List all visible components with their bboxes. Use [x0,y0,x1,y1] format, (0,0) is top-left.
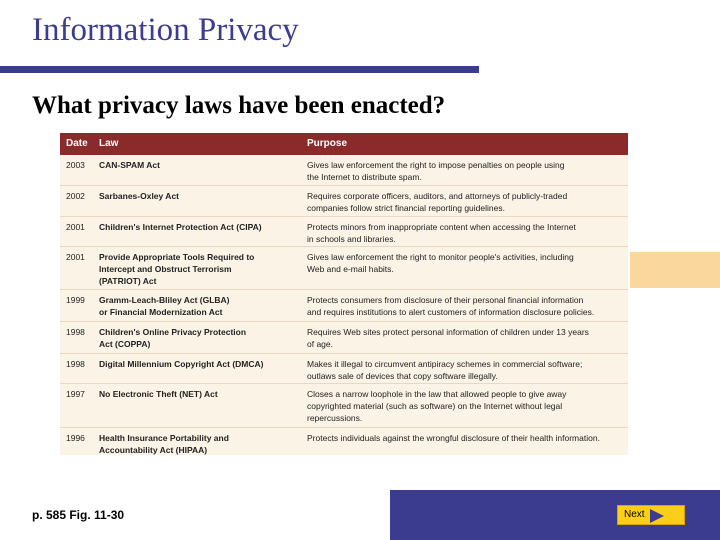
row-date: 2001 [66,222,85,232]
table-row [60,217,628,247]
row-date: 1996 [66,433,85,443]
row-date: 1997 [66,389,85,399]
row-purpose: Makes it illegal to circumvent antipiracy schemes in commercial software; outlaws sale of devices that copy software illegally. [307,359,583,381]
row-purpose: Closes a narrow loophole in the law that allowed people to give away copyrighted material (such as software) on the Internet without legal repercussions. [307,389,567,423]
privacy-laws-table [60,133,628,455]
row-law: Digital Millennium Copyright Act (DMCA) [99,359,264,369]
row-date: 1999 [66,295,85,305]
table-row [60,322,628,354]
table-row [60,428,628,455]
table-row [60,384,628,428]
row-date: 1998 [66,359,85,369]
row-date: 1998 [66,327,85,337]
row-purpose: Gives law enforcement the right to impose penalties on people using the Internet to distribute spam. [307,160,565,182]
row-date: 2002 [66,191,85,201]
arrow-right-icon [650,509,664,523]
table-row [60,354,628,384]
header-date: Date [66,138,88,149]
next-button-label: Next [624,509,645,520]
row-purpose: Protects consumers from disclosure of their personal financial information and requires institutions to alert customers of information disclosure policies. [307,295,595,317]
row-law: Gramm-Leach-Bliley Act (GLBA) or Financial Modernization Act [99,295,230,317]
table-row [60,290,628,322]
header-purpose: Purpose [307,138,348,149]
row-law: Provide Appropriate Tools Required to Intercept and Obstruct Terrorism (PATRIOT) Act [99,252,255,286]
next-button[interactable] [617,505,685,525]
row-law: Children's Internet Protection Act (CIPA) [99,222,262,232]
row-date: 2001 [66,252,85,262]
decorative-side-tab [630,252,720,288]
row-purpose: Gives law enforcement the right to monitor people's activities, including Web and e-mail habits. [307,252,574,274]
row-purpose: Protects minors from inappropriate content when accessing the Internet in schools and libraries. [307,222,576,244]
row-law: No Electronic Theft (NET) Act [99,389,218,399]
row-law: Sarbanes-Oxley Act [99,191,179,201]
row-law: Children's Online Privacy Protection Act (COPPA) [99,327,247,349]
figure-caption: p. 585 Fig. 11-30 [32,508,125,522]
row-date: 2003 [66,160,85,170]
slide-subtitle: What privacy laws have been enacted? [32,92,446,119]
table-row [60,186,628,217]
row-purpose: Protects individuals against the wrongful disclosure of their health information. [307,433,600,443]
header-law: Law [99,138,119,149]
table-row [60,247,628,290]
row-law: CAN-SPAM Act [99,160,160,170]
title-underline-bar [0,66,479,73]
row-purpose: Requires Web sites protect personal information of children under 13 years of age. [307,327,589,349]
row-purpose: Requires corporate officers, auditors, and attorneys of publicly-traded companies follow strict financial reporting guidelines. [307,191,568,213]
row-law: Health Insurance Portability and Accountability Act (HIPAA) [99,433,229,455]
table-row [60,155,628,186]
table-header [60,133,628,155]
slide-title: Information Privacy [32,12,299,48]
